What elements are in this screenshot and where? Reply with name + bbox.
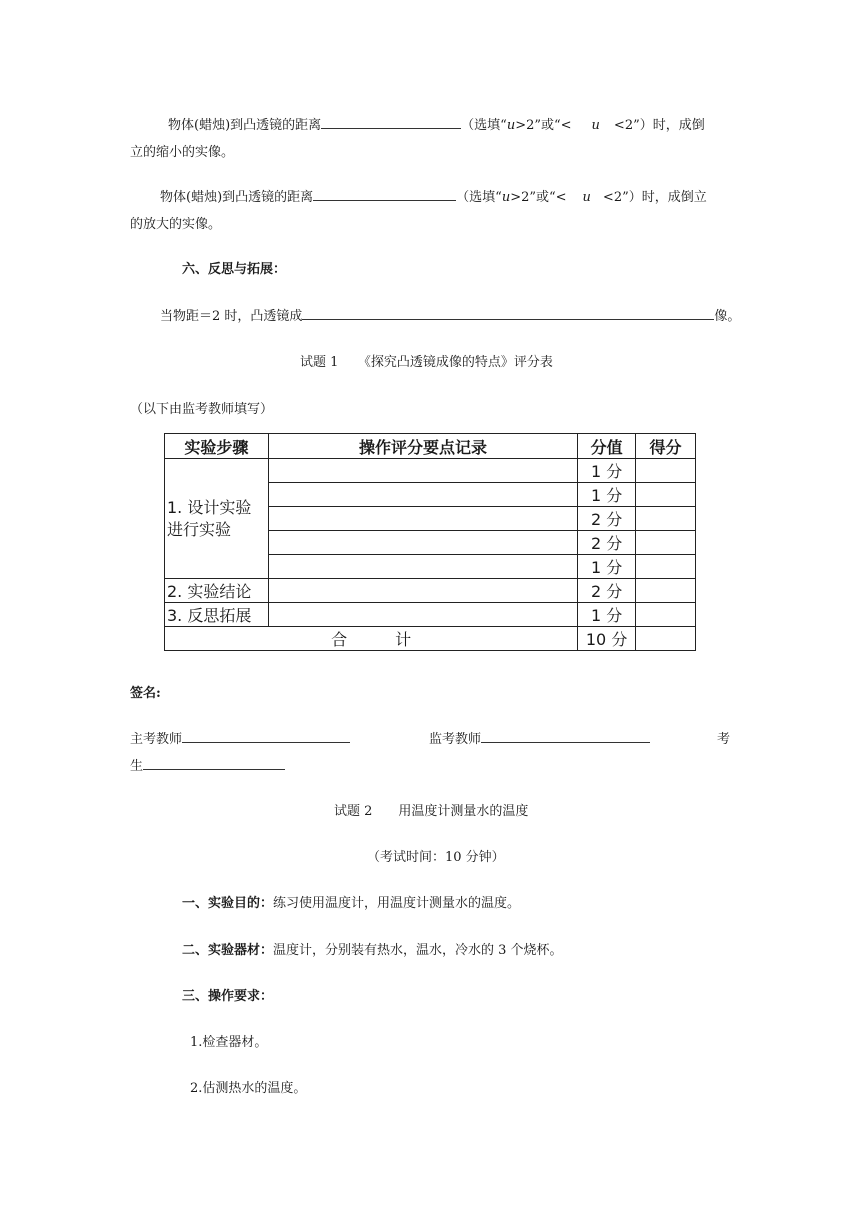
total-points: 10 分 xyxy=(578,627,636,651)
paragraph-1-line-1 xyxy=(168,114,705,133)
paragraph-2-line-1 xyxy=(160,186,707,205)
exam2-step-1: 1.检查器材。 xyxy=(190,1035,268,1050)
step-3-cell: 3. 反思拓展 xyxy=(165,603,269,627)
section-6-heading: 六、反思与拓展： xyxy=(182,262,287,277)
header-score: 得分 xyxy=(636,434,696,459)
points-cell: 2 分 xyxy=(578,579,636,603)
score-cell xyxy=(636,603,696,627)
variable-u: u xyxy=(591,118,600,133)
signature-chief xyxy=(130,728,350,747)
para2-option-open: （选填“ xyxy=(456,190,502,205)
para2-option-mid: >2”或“< xyxy=(510,190,567,205)
total-label: 合 计 xyxy=(165,627,578,651)
criteria-cell xyxy=(268,555,577,579)
points-cell: 1 分 xyxy=(578,459,636,483)
criteria-cell xyxy=(268,507,577,531)
table-row xyxy=(165,579,696,603)
paragraph-1-line-2: 立的缩小的实像。 xyxy=(130,145,235,160)
paragraph-2-line-2: 的放大的实像。 xyxy=(130,217,222,232)
points-cell: 1 分 xyxy=(578,483,636,507)
header-criteria: 操作评分要点记录 xyxy=(268,434,577,459)
score-cell xyxy=(636,579,696,603)
para1-prefix: 物体(蜡烛)到凸透镜的距离 xyxy=(168,118,322,133)
equipment-text: 温度计，分别装有热水，温水，冷水的 3 个烧杯。 xyxy=(273,943,563,958)
exam2-equipment xyxy=(182,939,563,958)
table-row xyxy=(165,603,696,627)
points-cell: 2 分 xyxy=(578,507,636,531)
para2-prefix: 物体(蜡烛)到凸透镜的距离 xyxy=(160,190,314,205)
score-cell xyxy=(636,507,696,531)
exam2-step-2: 2.估测热水的温度。 xyxy=(190,1081,307,1096)
total-score-cell xyxy=(636,627,696,651)
para1-option-open: （选填“ xyxy=(461,118,507,133)
answer-blank-1 xyxy=(321,116,461,129)
sign-label: 签名: xyxy=(130,686,161,701)
points-cell: 1 分 xyxy=(578,603,636,627)
criteria-cell xyxy=(268,531,577,555)
table-total-row xyxy=(165,627,696,651)
points-cell: 1 分 xyxy=(578,555,636,579)
header-step: 实验步骤 xyxy=(165,434,269,459)
score-cell xyxy=(636,555,696,579)
exam2-requirements: 三、操作要求： xyxy=(182,989,274,1004)
score-cell xyxy=(636,531,696,555)
chief-teacher-blank xyxy=(182,730,350,743)
variable-u: u xyxy=(506,118,516,133)
exam2-time: （考试时间：10 分钟） xyxy=(367,850,505,865)
signature-proctor xyxy=(429,728,650,747)
points-cell: 2 分 xyxy=(578,531,636,555)
table-row xyxy=(165,459,696,483)
table-header-row xyxy=(165,434,696,459)
proctor-blank xyxy=(481,730,650,743)
step-2-cell: 2. 实验结论 xyxy=(165,579,269,603)
student-label: 生 xyxy=(130,759,144,774)
signature-student-a: 考 xyxy=(717,732,731,747)
variable-u: u xyxy=(582,190,591,205)
criteria-cell xyxy=(268,483,577,507)
step-1-cell: 1. 设计实验进行实验 xyxy=(165,459,269,579)
score-cell xyxy=(636,483,696,507)
student-blank xyxy=(143,757,285,770)
purpose-label: 一、实验目的： xyxy=(182,896,274,911)
criteria-cell xyxy=(268,603,577,627)
header-points: 分值 xyxy=(578,434,636,459)
para3-suffix: 像。 xyxy=(714,309,741,324)
exam2-title: 试题 2 用温度计测量水的温度 xyxy=(334,804,529,819)
equipment-label: 二、实验器材： xyxy=(182,943,274,958)
score-table xyxy=(164,433,696,651)
proctor-label: 监考教师 xyxy=(429,732,482,747)
table-note: （以下由监考教师填写） xyxy=(130,402,274,417)
purpose-text: 练习使用温度计，用温度计测量水的温度。 xyxy=(273,896,521,911)
para2-option-close: <2”）时，成倒立 xyxy=(602,190,707,205)
answer-blank-3 xyxy=(302,307,714,320)
chief-teacher-label: 主考教师 xyxy=(130,732,183,747)
criteria-cell xyxy=(268,579,577,603)
para1-option-close: <2”）时，成倒 xyxy=(613,118,705,133)
answer-blank-2 xyxy=(313,188,456,201)
exam2-purpose xyxy=(182,892,520,911)
criteria-cell xyxy=(268,459,577,483)
table-title: 试题 1 《探究凸透镜成像的特点》评分表 xyxy=(300,355,553,370)
signature-student xyxy=(130,755,285,774)
para1-option-mid: >2”或“< xyxy=(515,118,572,133)
paragraph-3 xyxy=(160,305,740,324)
variable-u: u xyxy=(501,190,511,205)
score-cell xyxy=(636,459,696,483)
para3-prefix: 当物距＝2 时，凸透镜成 xyxy=(160,309,303,324)
